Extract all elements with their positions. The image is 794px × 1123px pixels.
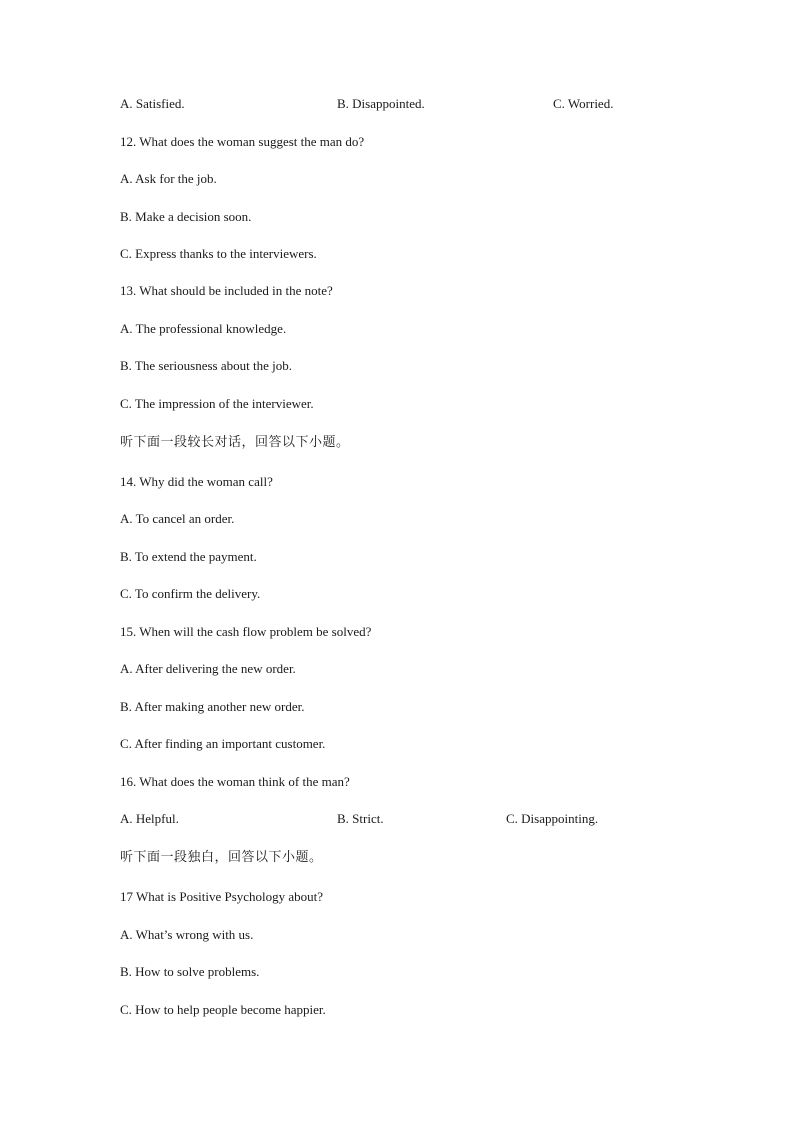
q11-option-b: B. Disappointed. xyxy=(337,96,425,111)
q12-option-c: C. Express thanks to the interviewers. xyxy=(120,246,317,261)
q16-options xyxy=(0,811,794,827)
q13-question: 13. What should be included in the note? xyxy=(120,283,333,298)
q14-option-a: A. To cancel an order. xyxy=(120,511,235,526)
q11-option-a: A. Satisfied. xyxy=(120,96,185,111)
q14-question: 14. Why did the woman call? xyxy=(120,474,273,489)
section-heading-monologue: 听下面一段独白，回答以下小题。 xyxy=(120,850,323,865)
q16-option-a: A. Helpful. xyxy=(120,811,179,826)
q16-option-b: B. Strict. xyxy=(337,811,384,826)
section-heading-long-dialogue: 听下面一段较长对话，回答以下小题。 xyxy=(120,435,350,450)
q14-option-b: B. To extend the payment. xyxy=(120,549,257,564)
q16-option-c: C. Disappointing. xyxy=(506,811,599,826)
q17-option-c: C. How to help people become happier. xyxy=(120,1002,326,1017)
q17-option-a: A. What’s wrong with us. xyxy=(120,927,254,942)
q15-option-a: A. After delivering the new order. xyxy=(120,661,296,676)
q13-option-a: A. The professional knowledge. xyxy=(120,321,287,336)
q17-option-b: B. How to solve problems. xyxy=(120,964,260,979)
q12-question: 12. What does the woman suggest the man do? xyxy=(120,134,365,149)
q12-option-a: A. Ask for the job. xyxy=(120,171,217,186)
q15-option-b: B. After making another new order. xyxy=(120,699,305,714)
q14-option-c: C. To confirm the delivery. xyxy=(120,586,261,601)
q11-options xyxy=(0,96,794,112)
q15-option-c: C. After finding an important customer. xyxy=(120,736,326,751)
q12-option-b: B. Make a decision soon. xyxy=(120,209,252,224)
q16-question: 16. What does the woman think of the man? xyxy=(120,774,350,789)
q13-option-c: C. The impression of the interviewer. xyxy=(120,396,314,411)
q13-option-b: B. The seriousness about the job. xyxy=(120,358,292,373)
q15-question: 15. When will the cash flow problem be solved? xyxy=(120,624,372,639)
q11-option-c: C. Worried. xyxy=(553,96,614,111)
q17-question: 17 What is Positive Psychology about? xyxy=(120,889,324,904)
